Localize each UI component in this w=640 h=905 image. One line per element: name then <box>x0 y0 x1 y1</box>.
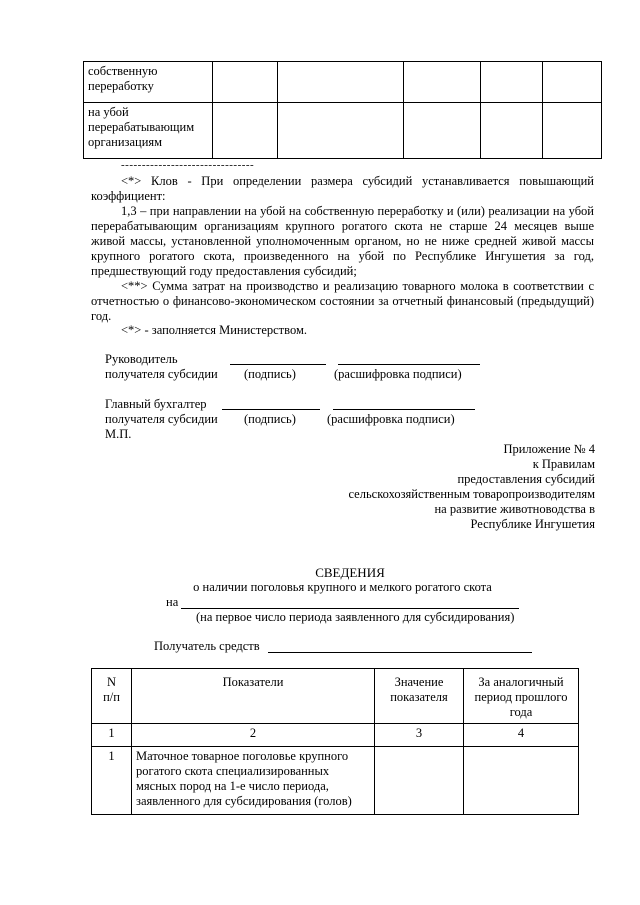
row-number: 1 <box>92 747 132 815</box>
form-title: СВЕДЕНИЯ <box>315 565 385 580</box>
footnote-1-detail <box>91 204 594 279</box>
appendix-line: к Правилам <box>532 457 595 471</box>
accountant-label-line1: Главный бухгалтер <box>105 397 207 411</box>
table-header-row <box>92 669 579 724</box>
table-cell <box>481 103 543 159</box>
table-cell-label: собственную переработку <box>84 62 213 103</box>
header-indicator: Показатели <box>132 669 375 724</box>
table-cell <box>404 62 481 103</box>
date-label: на <box>166 595 179 609</box>
head-sign-label: (подпись) <box>244 367 296 381</box>
accountant-decode-line[interactable] <box>333 395 475 410</box>
head-signature-line[interactable] <box>230 350 326 365</box>
table-cell <box>543 62 602 103</box>
row-indicator: Маточное товарное поголовье крупного рогатого скота специализированных мясных пород на 1-е число периода, заявленного для субсидирования (голов) <box>132 747 375 815</box>
table-row <box>84 103 602 159</box>
accountant-sign-label: (подпись) <box>244 412 296 426</box>
table-cell-label: на убой перерабатывающим организациям <box>84 103 213 159</box>
footnote-1 <box>91 174 594 204</box>
header-value: Значение показателя <box>375 669 464 724</box>
row-previous-cell[interactable] <box>464 747 579 815</box>
appendix-line: предоставления субсидий <box>457 472 595 486</box>
table-cell <box>213 62 278 103</box>
appendix-line: Приложение № 4 <box>503 442 595 456</box>
table-cell <box>481 62 543 103</box>
header-number-text: N п/п <box>103 675 120 704</box>
recipient-label: Получатель средств <box>154 639 260 653</box>
table-row <box>84 62 602 103</box>
date-field-line[interactable] <box>181 594 519 609</box>
footnote-2 <box>91 279 594 324</box>
column-number-2: 2 <box>132 724 375 747</box>
row-value-cell[interactable] <box>375 747 464 815</box>
appendix-block <box>275 442 595 532</box>
recipient-field-line[interactable] <box>268 638 532 653</box>
appendix-line: Республике Ингушетия <box>470 517 595 531</box>
table-number-row <box>92 724 579 747</box>
table-cell <box>213 103 278 159</box>
footnote-separator: -------------------------------- <box>121 159 255 171</box>
table-cell <box>543 103 602 159</box>
column-number-3: 3 <box>375 724 464 747</box>
head-decode-label: (расшифровка подписи) <box>334 367 462 381</box>
footnote-3: <*> - заполняется Министерством. <box>121 323 307 337</box>
appendix-line: на развитие животноводства в <box>434 502 595 516</box>
accountant-label-line2: получателя субсидии <box>105 412 218 426</box>
accountant-signature-line[interactable] <box>222 395 320 410</box>
footnote-1-detail-text: 1,3 – при направлении на убой на собственную переработку и (или) реализации на убой перерабатывающим организациям крупного рогатого скота не старше 24 месяцев выше живой массы, установленной уполномоченным органом, но не ниже средней живой массы крупного рогатого скота, произведенного на убой по Республике Ингушетия за год, предшествующий году предоставления субсидий; <box>91 204 594 278</box>
column-number-1: 1 <box>92 724 132 747</box>
footnote-1-text: <*> Клов - При определении размера субсидий устанавливается повышающий коэффициент: <box>91 174 594 203</box>
head-label-line1: Руководитель <box>105 352 178 366</box>
table-row <box>92 747 579 815</box>
table-cell <box>278 103 404 159</box>
header-number <box>92 669 132 724</box>
table-cell <box>404 103 481 159</box>
date-note: (на первое число периода заявленного для субсидирования) <box>196 610 515 624</box>
accountant-decode-label: (расшифровка подписи) <box>327 412 455 426</box>
head-decode-line[interactable] <box>338 350 480 365</box>
footnote-2-text: <**> Сумма затрат на производство и реализацию товарного молока в соответствии с отчетностью о финансово-экономическом состоянии за отчетный финансовый (предыдущий) год. <box>91 279 594 323</box>
head-label-line2: получателя субсидии <box>105 367 218 381</box>
table-cell <box>278 62 404 103</box>
top-table <box>83 61 602 159</box>
form-subtitle: о наличии поголовья крупного и мелкого рогатого скота <box>193 580 492 594</box>
stamp-label: М.П. <box>105 427 132 441</box>
header-previous: За аналогичный период прошлого года <box>464 669 579 724</box>
appendix-line: сельскохозяйственным товаропроизводителям <box>348 487 595 501</box>
main-table <box>91 668 579 815</box>
column-number-4: 4 <box>464 724 579 747</box>
